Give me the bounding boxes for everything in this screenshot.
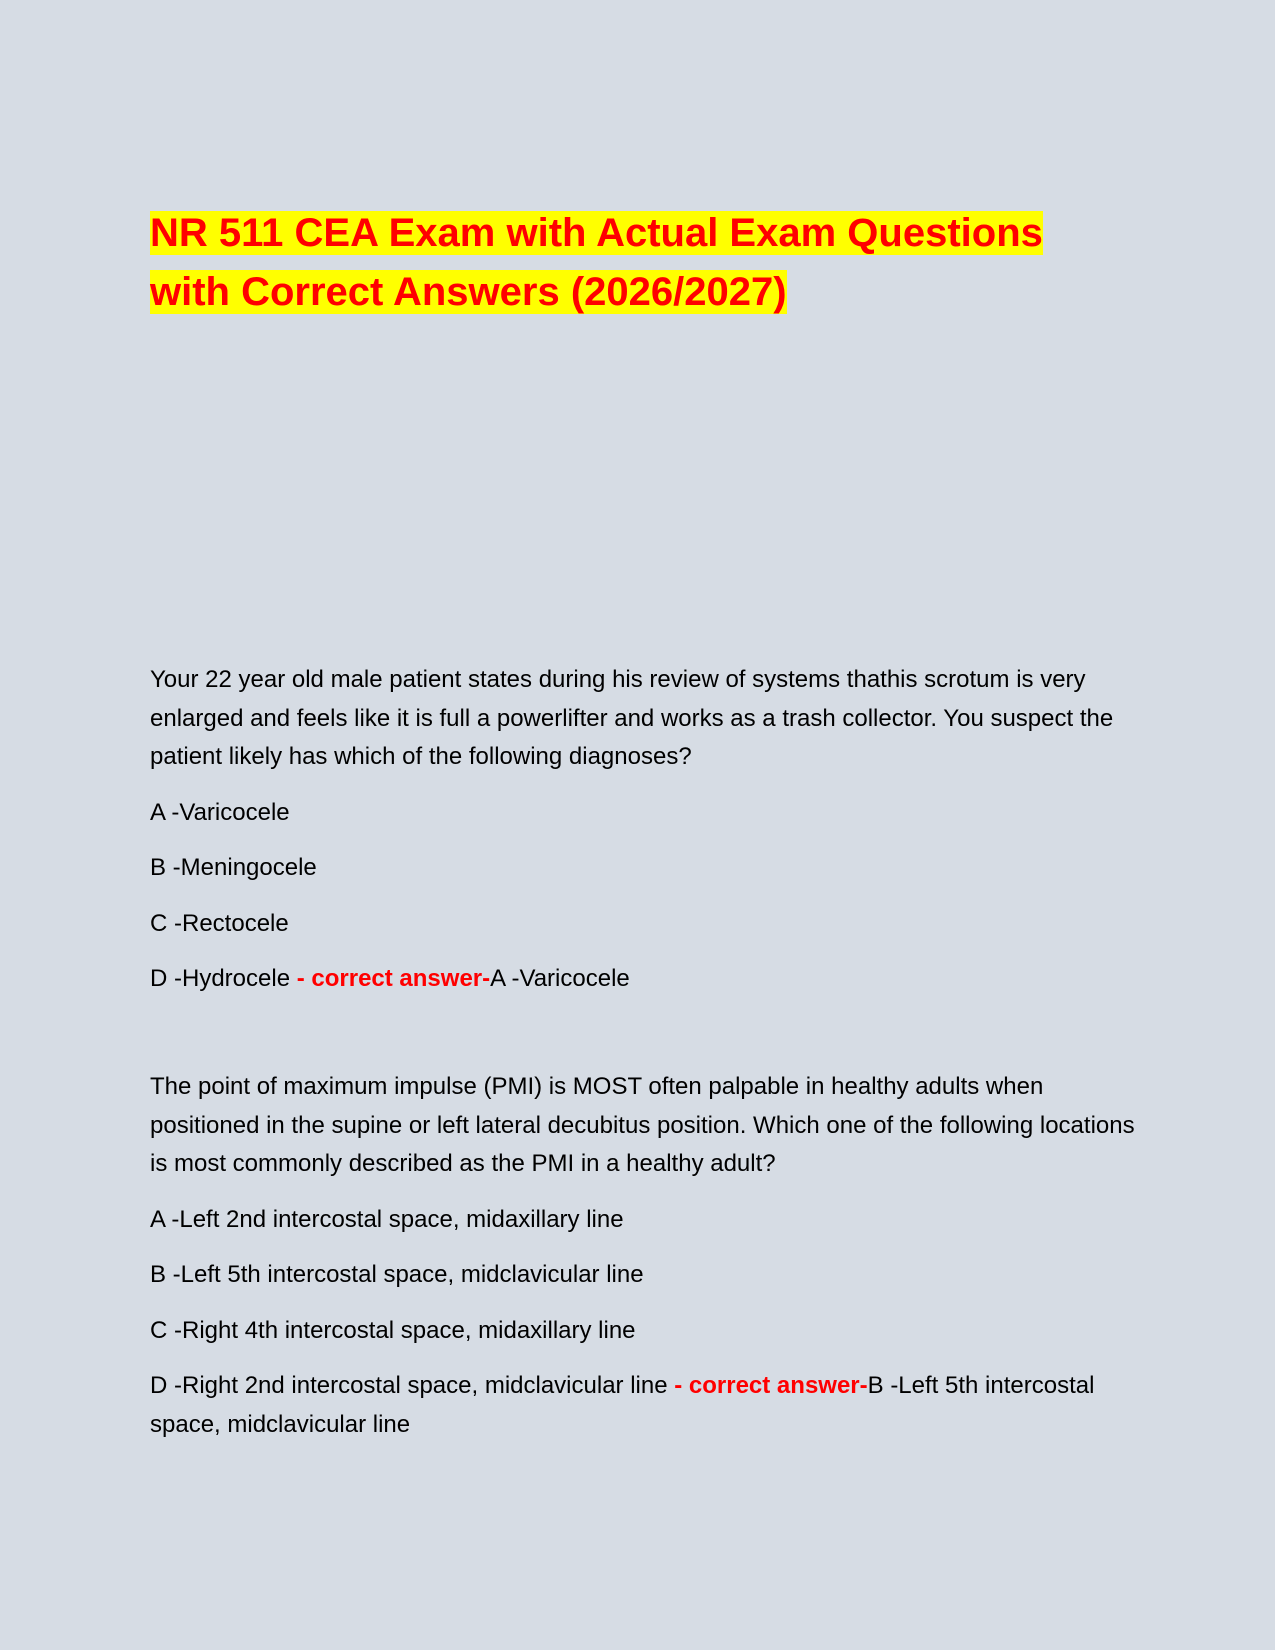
question-block — [150, 661, 1140, 999]
answer-option-text: D -Right 2nd intercostal space, midclavicular line — [150, 1372, 668, 1399]
answer-option: A -Varicocele — [150, 798, 290, 826]
answer-option: C -Right 4th intercostal space, midaxillary line — [150, 1316, 636, 1344]
correct-answer-label: - correct answer- — [667, 1372, 868, 1399]
answer-option: C -Rectocele — [150, 909, 289, 937]
answer-option-text: D -Hydrocele — [150, 965, 291, 992]
answer-option-with-answer — [150, 1367, 1140, 1444]
answer-option: B -Left 5th intercostal space, midclavicular line — [150, 1261, 644, 1288]
correct-answer-text: A -Varicocele — [490, 965, 630, 992]
answer-option-with-answer — [150, 960, 1140, 999]
question-text: Your 22 year old male patient states during his review of systems thathis scrotum is very enlarged and feels like it is full a powerlifter and works as a trash collector. You suspect the patient likely has which of the following diagnoses? — [150, 666, 1114, 770]
correct-answer-label: - correct answer- — [290, 965, 491, 992]
answer-option: A -Left 2nd intercostal space, midaxillary line — [150, 1205, 624, 1233]
answer-option: B -Meningocele — [150, 854, 317, 881]
document-title-text: NR 511 CEA Exam with Actual Exam Questions with Correct Answers (2026/2027) — [150, 211, 1043, 314]
question-text: The point of maximum impulse (PMI) is MOST often palpable in healthy adults when positioned in the supine or left lateral decubitus position. Which one of the following locations is most commonly described as the PMI in a healthy adult? — [150, 1073, 1135, 1177]
document-title — [150, 204, 1130, 322]
question-block — [150, 1068, 1140, 1444]
correct-answer-text: B -Left 5th intercostal space, midclavicular line — [150, 1372, 1095, 1438]
